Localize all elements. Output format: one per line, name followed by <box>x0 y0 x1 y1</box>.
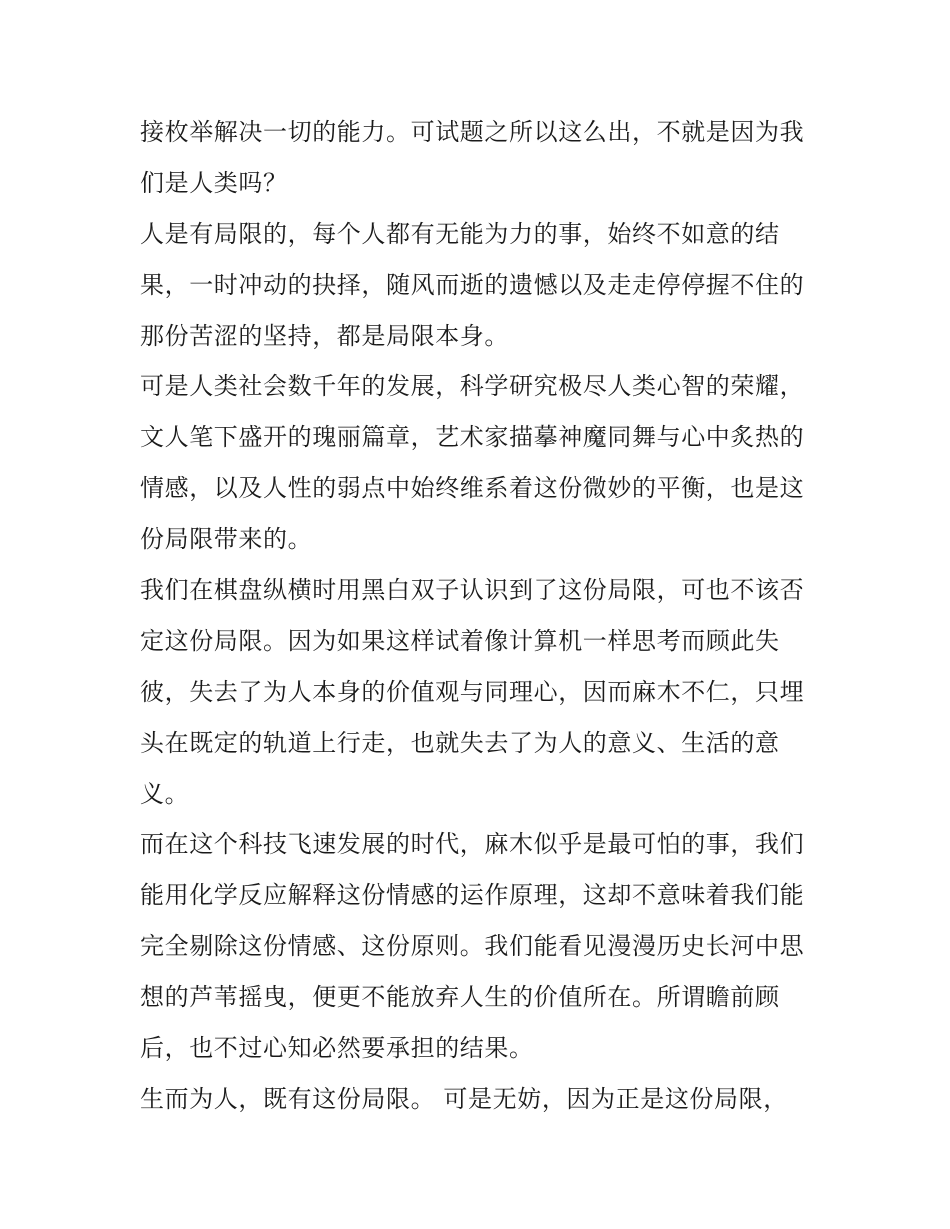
text-line: 情感，以及人性的弱点中始终维系着这份微妙的平衡，也是这 <box>140 474 805 503</box>
text-line: 想的芦苇摇曳，便更不能放弃人生的价值所在。所谓瞻前顾 <box>140 983 780 1012</box>
text-line: 人是有局限的，每个人都有无能为力的事，始终不如意的结 <box>140 219 780 248</box>
text-line: 份局限带来的。 <box>140 525 313 554</box>
text-line: 文人笔下盛开的瑰丽篇章，艺术家描摹神魔同舞与心中炙热的 <box>140 423 805 452</box>
paragraph-3 <box>140 361 820 565</box>
text-line: 果，一时冲动的抉择，随风而逝的遗憾以及走走停停握不住的 <box>140 270 805 299</box>
text-line: 我们在棋盘纵横时用黑白双子认识到了这份局限，可也不该否 <box>140 576 805 605</box>
paragraph-4 <box>140 565 820 819</box>
text-line: 彼，失去了为人本身的价值观与同理心，因而麻木不仁，只埋 <box>140 677 805 706</box>
paragraph-1 <box>140 107 820 209</box>
paragraph-2 <box>140 209 820 362</box>
text-line: 定这份局限。因为如果这样试着像计算机一样思考而顾此失 <box>140 626 780 655</box>
essay-body <box>140 107 820 1125</box>
text-line: 们是人类吗？ <box>140 168 288 197</box>
text-line: 可是人类社会数千年的发展，科学研究极尽人类心智的荣耀， <box>140 372 805 401</box>
text-line: 能用化学反应解释这份情感的运作原理，这却不意味着我们能 <box>140 881 805 910</box>
text-line: 生而为人，既有这份局限。 可是无妨，因为正是这份局限， <box>140 1084 788 1113</box>
text-line: 接枚举解决一切的能力。可试题之所以这么出，不就是因为我 <box>140 118 805 146</box>
text-line: 完全剔除这份情感、这份原则。我们能看见漫漫历史长河中思 <box>140 932 805 961</box>
text-line: 头在既定的轨道上行走，也就失去了为人的意义、生活的意 <box>140 728 780 757</box>
text-line: 义。 <box>140 779 190 808</box>
text-line: 那份苦涩的坚持，都是局限本身。 <box>140 321 509 350</box>
paragraph-5 <box>140 819 820 1073</box>
text-line: 而在这个科技飞速发展的时代，麻木似乎是最可怕的事，我们 <box>140 830 805 859</box>
paragraph-6 <box>140 1074 820 1125</box>
text-line: 后，也不过心知必然要承担的结果。 <box>140 1034 534 1063</box>
